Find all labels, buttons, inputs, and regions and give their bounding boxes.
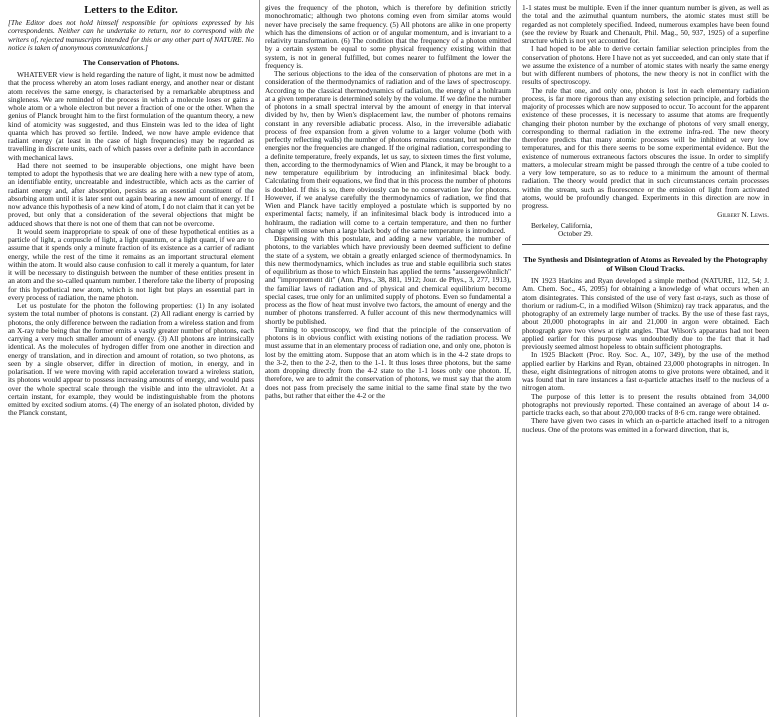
body-paragraph: In 1925 Blackett (Proc. Roy. Soc. A., 107, 349), by the use of the method applied earlier by Harkins and Ryan, obtained 23,000 photographs in nitrogen. In these, eight disintegrations of nitrogen atoms to give protons were obtained, and it was found that in rare instances a fast α-particle attaches itself to the nucleus of a nitrogen atom. [522,350,769,393]
body-paragraph: It would seem inappropriate to speak of one of these hypothetical entities as a particle of light, a corpuscle of light, a light quantum, or a light quant, if we are to assume that it spends only a minute fraction of its existence as a carrier of radiant energy, while the rest of the time it remains as an important structural element within the atom. It would also cause confusion to call it merely a quantum, for later it will be necessary to distinguish between the number of these entities present in an atom and the so-called quantum number. I therefore take the liberty of proposing for this hypothetical new atom, which is not light but plays an essential part in every process of radiation, the name photon. [8,226,254,302]
body-paragraph: Turning to spectroscopy, we find that the principle of the conservation of photons is in obvious conflict with existing notions of the radiation process. We must assume that in an elementary process of radiation one, and only one, photon is lost by the emitting atom. Suppose that an atom which is in the 4-2 state drops to the 3-2, then to the 2-2, then to the 1-1. It thus loses three photons, but the same atom dropping directly from the 4-2 state to the 1-1 loses only one photon. If, therefore, we are to admit the conservation of photons, we must say that the atom does not pass from precisely the same initial to the same final state by the two paths, but rather that either the 4-2 or the [265,324,511,400]
column-3 [517,0,774,717]
body-paragraph: Let us postulate for the photon the following properties: (1) In any isolated system the total number of photons is constant. (2) All radiant energy is carried by photons, the only difference between the radiation from a wireless station and from an X-ray tube being that the former emits a vastly greater number of photons, each carrying a very much smaller amount of energy. (3) All photons are intrinsically identical. As the molecules of hydrogen differ from one another in direction and energy of translation, and in direction and amount of rotation, so two photons, as seen by a single observer, differ in direction of motion, in energy, and in polarisation. If we were moving with rapid acceleration toward a wireless station, its photons would appear to possess increasing amounts of energy, and would pass over the whole spectral scale through the visible and into the ultraviolet. At a certain instant, for example, they would be indistinguishable from the photons emitted by excited sodium atoms. (4) The energy of an isolated photon, divided by the Planck constant, [8,301,254,418]
column-2 [260,0,517,717]
body-paragraph: IN 1923 Harkins and Ryan developed a simple method (NATURE, 112, 54; J. Am. Chem. Soc., 45, 2095) for obtaining a knowledge of what occurs when an atom disintegrates. This consisted of the use of very fast α-rays, such as those of thorium or radium-C, in a modified Wilson (Shimizu) ray track apparatus, and the photography of an extremely large number of tracks. By the use of these fast rays, about 20,000 photographs in air and 21,000 in argon were obtained. Each photograph gave two views at right angles. That Wilson's apparatus had not been applied earlier for this purpose was undoubtedly due to the fact that it had previously seemed almost hopeless to obtain sufficient photographs. [522,276,769,351]
body-paragraph: Had there not seemed to be insuperable objections, one might have been tempted to adopt the hypothesis that we are dealing here with a new type of atom, an identifiable entity, uncreatable and indestructible, which acts as the carrier of radiant energy and, after absorption, persists as an essential constituent of the absorbing atom until it is later sent out again bearing a new amount of energy. If I now advance this hypothesis of a new kind of atom, I do not claim that it can yet be proved, but only that a consideration of the several objections that might be adduced shows that there is not one of them that can not be overcome. [8,160,254,228]
body-paragraph: 1-1 states must be multiple. Even if the inner quantum number is given, as well as the total and the azimuthal quantum numbers, the atomic states must still be regarded as not completely specified. Indeed, numerous examples have been found (see the review by Ruark and Chenault, Phil. Mag., 50, 937, 1925) of a superfine structure which is not yet accounted for. [522,3,769,45]
body-paragraph: gives the frequency of the photon, which is therefore by definition strictly monochromatic; although two photons coming even from similar atoms would never have precisely the same frequency. (5) All photons are alike in one property which has the dimensions of action or of angular momentum, and is invariant to a relativity transformation. (6) The condition that the frequency of a photon emitted by a certain system be equal to some physical frequency existing within that system, is not in general fulfilled, but comes nearer to fulfilment the lower the frequency is. [265,3,511,70]
editor-disclaimer: [The Editor does not hold himself responsible for opinions expressed by his correspondents. Neither can he undertake to return, nor to correspond with the writers of, rejected manuscripts intended for this or any other part of NATURE. No notice is taken of anonymous communications.] [8,18,254,52]
body-paragraph: I had hoped to be able to derive certain familiar selection principles from the conservation of photons. Here I have not as yet succeeded, and can only state that if we assume the existence of a number of atomic states with nearly the same energy but with different numbers of photons, the new theory is not in conflict with the results of spectroscopy. [522,44,769,87]
body-paragraph: The rule that one, and only one, photon is lost in each elementary radiation process, is far more rigorous than any existing selection principle, and forbids the majority of processes which are now supposed to occur. To account for the apparent existence of these processes, it is necessary to assume that atoms are frequently changing their photon number by the exchange of photons of very small energy, corresponding to thermal radiation in the extreme infra-red. The new theory therefore predicts that many atomic processes will be inhibited at very low temperatures, and for this there seems to be some experimental evidence. But the existence of numerous extraneous factors obscures the issue. In order to simplify matters, a molecular stream might be passed through the centre of a tube cooled to a very low temperature, so as to reduce to a minimum the amount of thermal radiation. The theory would predict that in such circumstances certain processes within the stream, such as fluorescence or the emission of light from activated atoms, would be profoundly changed. Experiments in this direction are now in progress. [522,85,769,210]
column-1 [3,0,260,717]
article-title-photons: The Conservation of Photons. [82,58,180,67]
body-paragraph: There have given two cases in which an α-particle attached itself to a nitrogen nucleus. One of the protons was emitted in a forward direction, that is, [522,416,769,434]
section-masthead: Letters to the Editor. [84,5,178,16]
article-divider [522,244,769,245]
author-signature: Gilbert N. Lewis. [717,210,769,220]
letter-date: October 29. [558,228,593,238]
author-location: Berkeley, California, [531,220,593,230]
article-title-synthesis: The Synthesis and Disintegration of Atoms as Revealed by the Photography of Wilson Cloud Tracks. [523,255,768,273]
body-paragraph: The purpose of this letter is to present the results obtained from 34,000 photographs not previously reported. These contained an average of about 14 α-particle tracks each, so that about 270,000 tracks of 8·6 cm. range were obtained. [522,391,769,417]
body-paragraph: The serious objections to the idea of the conservation of photons are met in a consideration of the thermodynamics of radiation and of the laws of spectroscopy. According to the classical thermodynamics of radiation, the energy of a hohlraum at a given temperature is determined solely by the volume. If we define the number of photons in a small spectral interval by the amount of energy in that interval divided by hν, then by Wien's displacement law, the number of photons remains constant in any reversible adiabatic process. Also, in the irreversible adiabatic process of free expansion from a given volume to a larger volume (both with perfectly reflecting walls) the number of photons remains constant, but neither the energies nor the frequencies are changed. If the original radiation, corresponding to a definite temperature, freely expands, let us say, to sixteen times the first volume, then, according to the thermodynamics of Wien and Planck, it may be brought to a new temperature equilibrium by introducing an infinitesimal black body. Calculating from their equations, we find that in this process the number of photons is doubled. If this is so, there obviously can be no conservation law for photons. However, if we analyse carefully the thermodynamics of radiation, we find that Wien and Planck have tacitly employed a postulate which is supported by no experimental facts; namely, if an infinitesimal black body is introduced into a hohlraum, the radiation will come to a certain temperature, and then no further change will ensue when a large black body of the same temperature is introduced. [265,69,511,235]
body-paragraph: WHATEVER view is held regarding the nature of light, it must now be admitted that the process whereby an atom loses radiant energy, and another near or distant atom receives the same energy, is characterised by a remarkable abruptness and singleness. We are reminded of the process in which a molecule loses or gains a whole atom or a whole electron but never a fraction of one or the other. When the genius of Planck brought him to the first formulation of the quantum theory, a new kind of atomicity was suggested, and thus Einstein was led to the idea of light quanta which has proved so fertile. Indeed, we now have ample evidence that radiant energy (at least in the case of high frequencies) may be regarded as travelling in discrete units, each of which passes over a definite path in accordance with mechanical laws. [8,70,254,162]
body-paragraph: Dispensing with this postulate, and adding a new variable, the number of photons, to the variables which have previously been deemed sufficient to define the state of a system, we obtain a greatly enlarged science of thermodynamics. In this new thermodynamics, which includes as true and stable equilibria such states of equilibrium as those to which Einstein has applied the terms "aussergewöhnlich" and "improprement dit" (Ann. Phys., 38, 881, 1912; Jour. de Phys., 3, 277, 1913), the familiar laws of radiation and of physical and chemical equilibrium become special cases, true only for an unlimited supply of photons. Even so fundamental a process as the flow of heat must involve two factors, the amount of energy and the number of photons transferred. A fuller account of this new thermodynamics will shortly be published. [265,234,511,326]
